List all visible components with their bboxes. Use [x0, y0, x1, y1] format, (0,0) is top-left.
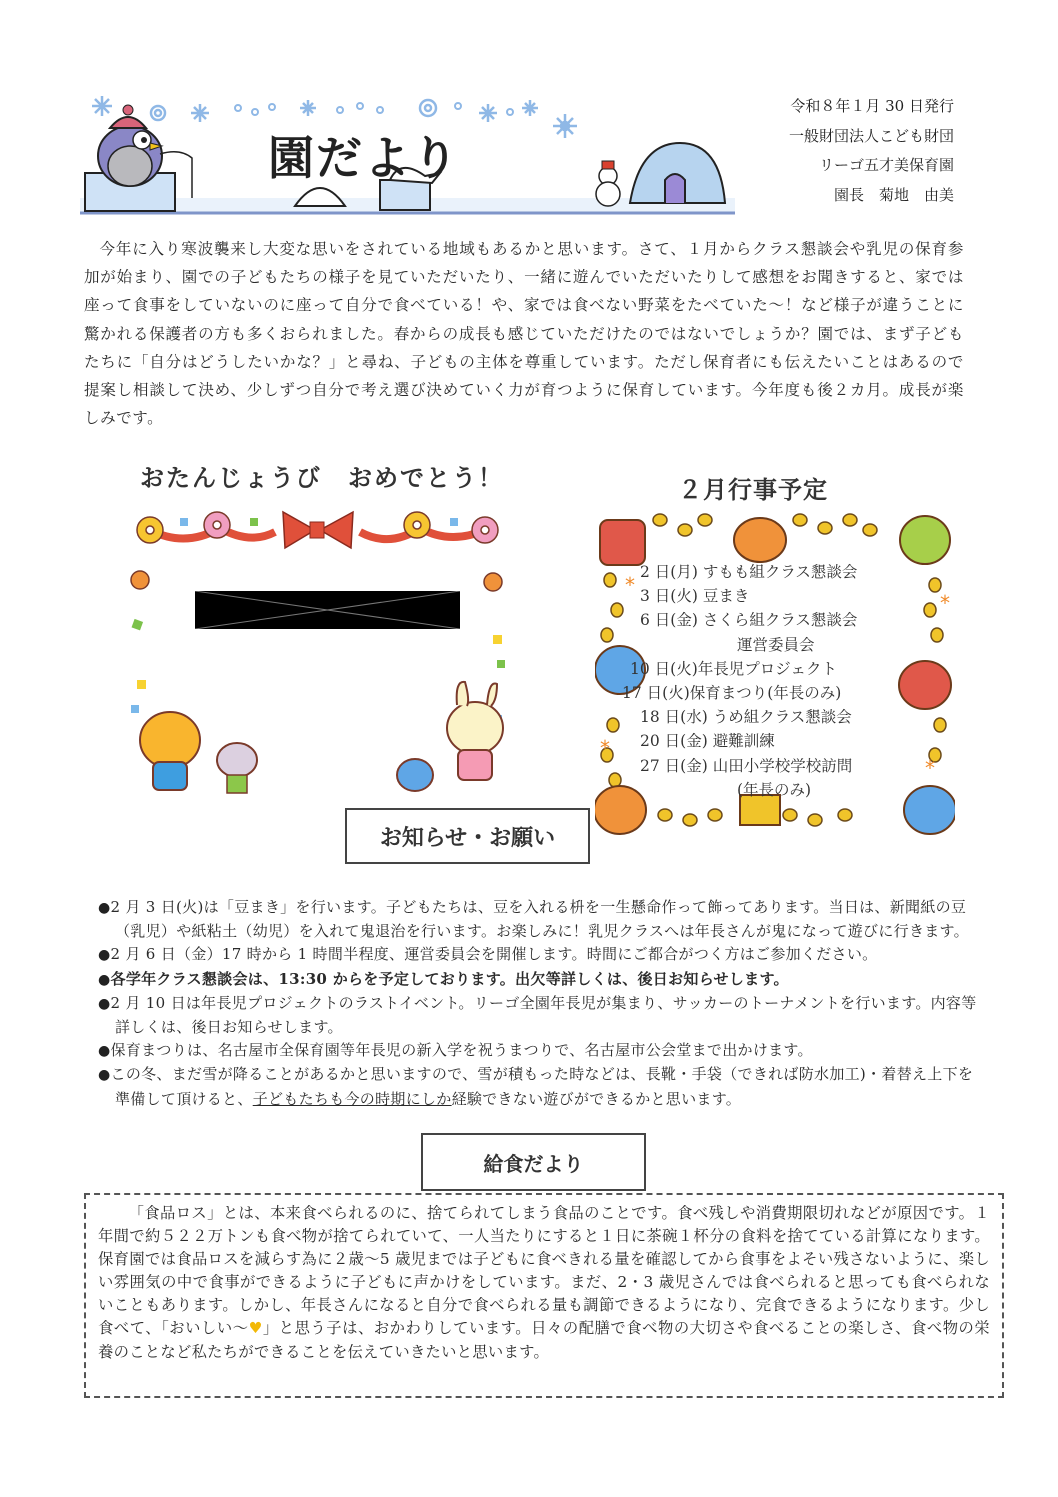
bullet-icon: ● [98, 900, 111, 916]
notice-item: ●2 月 6 日（金）17 時から 1 時間半程度、運営委員会を開催します。時間にご都合がつく方はご参加ください。 [98, 945, 878, 964]
bullet-icon: ● [98, 947, 111, 964]
notice-item: ●保育まつりは、名古屋市全保育園等年長児の新入学を祝うまつりで、名古屋市公会堂まで出かけます。 [98, 1041, 813, 1060]
event-item: 3 日(火) 豆まき [640, 587, 750, 606]
intro-paragraph: 今年に入り寒波襲来し大変な思いをされている地域もあるかと思います。さて、１月からクラス懇談会や乳児の保育参加が始まり、園での子どもたちの様子を見ていただいたり、一緒に遊んでいただいたりして感想をお聞きすると、家では座って食事をしていないのに座って自分で食べている！や、家では食べない野菜をたべていた〜！など様子が違うことに驚かれる保護者の方も多くおられました。春からの成長も感じていただけたのではないでしょうか？園では、まず子どもたちに「自分はどうしたいかな？」と尋ね、子どもの主体を尊重しています。ただし保育者にも伝えたいことはあるので提案し相談して決め、少しずつ自分で考え選び決めていく力が育つように保育しています。今年度も後２カ月。成長が楽しみです。 [84, 240, 964, 428]
page-title: 園だより [268, 131, 460, 185]
bullet-icon: ● [98, 1043, 111, 1060]
issuer-block [789, 92, 954, 210]
bullet-icon: ● [98, 995, 111, 1012]
underlined-text: 子どもたちも今の時期にしか [252, 1089, 452, 1108]
svg-text:*: * [940, 591, 950, 615]
svg-text:*: * [925, 756, 935, 780]
bullet-icon: ● [98, 971, 111, 988]
notice-item: ●2 月 10 日は年長児プロジェクトのラストイベント。リーゴ全園年長児が集まり、サッカーのトーナメントを行います。内容等詳しくは、後日お知らせします。 [98, 993, 977, 1037]
event-item: 20 日(金) 避難訓練 [640, 732, 775, 751]
redacted-names-block [195, 591, 460, 629]
heart-icon: ♥ [248, 1319, 263, 1338]
events-list [622, 560, 930, 802]
school-name: リーゴ五才美保育園 [818, 156, 954, 174]
notices-list [98, 896, 983, 1111]
event-item: 2 日(月) すもも組クラス懇談会 [640, 563, 858, 581]
notice-item: ●2 月 3 日(火)は「豆まき」を行います。子どもたちは、豆を入れる枡を一生懸命作って飾ってあります。当日は、新聞紙の豆（乳児）や紙粘土（幼児）を入れて鬼退治を行います。お楽しみに！乳児クラスへは年長さんが鬼になって遊びに行きます。 [98, 898, 969, 941]
event-item: 17 日(火)保育まつり(年長のみ) [622, 684, 842, 703]
event-item: 10 日(火)年長児プロジェクト [630, 659, 837, 678]
bullet-icon: ● [98, 1067, 111, 1084]
event-item: 27 日(金) 山田小学校学校訪問 [640, 756, 853, 775]
event-item: 6 日(金) さくら組クラス懇談会 [640, 611, 858, 630]
principal-name: 園長 菊地 由美 [833, 185, 954, 204]
birthday-frame-illustration [125, 500, 510, 805]
svg-text:*: * [625, 573, 635, 597]
lunch-heading: 給食だより [421, 1133, 646, 1191]
organization-name: 一般財団法人こども財団 [788, 126, 954, 145]
lunch-paragraph: 「食品ロス」とは、本来食べられるのに、捨てられてしまう食品のことです。食べ残しや消費期限切れなどが原因です。１年間で約５２２万トンも食べ物が捨てられていて、一人当たりにすると１日に茶碗１杯分の食料を捨てている計算になります。保育園では食品ロスを減らす為に２歳〜5 歳児までは子どもに食べきれる量を確認してから食事をよそい残さないように、楽しい雰囲気の中で食事ができるように子どもに声かけをしています。まだ、2・3 歳児さんでは食べられると思っても食べられないこともあります。しかし、年長さんになると自分で食べられる量も調節できるようになり、完食できるようになります。少し食べて、「おいしい〜♥」と思う子は、おかわりしています。日々の配膳で食べ物の大切さや食べることの楽しさ、食べ物の栄養のことなど私たちができることを伝えていきたいと思います。 [98, 1204, 991, 1361]
lunch-section [84, 1193, 1004, 1398]
svg-text:*: * [600, 736, 610, 760]
events-title: ２月行事予定 [678, 476, 828, 504]
birthday-title: おたんじょうび おめでとう！ [140, 464, 504, 492]
notice-item: ●各学年クラス懇談会は、13:30 からを予定しております。出欠等詳しくは、後日お知らせします。 [98, 969, 789, 988]
event-item-continuation: (年長のみ) [737, 780, 812, 799]
notices-heading: お知らせ・お願い [345, 808, 590, 864]
event-item: 18 日(水) うめ組クラス懇談会 [640, 708, 852, 727]
notice-item: ●この冬、まだ雪が降ることがあるかと思いますので、雪が積もった時などは、長靴・手袋（できれば防水加工)・着替え上下を準備して頂けると、子どもたちも今の時期にしか経験できない遊びができるかと思います。 [98, 1065, 974, 1108]
issue-date: 令和８年１月 30 日発行 [790, 97, 954, 115]
flower-ribbon-frame-icon [125, 500, 510, 805]
event-item-continuation: 運営委員会 [737, 635, 815, 654]
redaction-cross-icon [195, 591, 460, 629]
